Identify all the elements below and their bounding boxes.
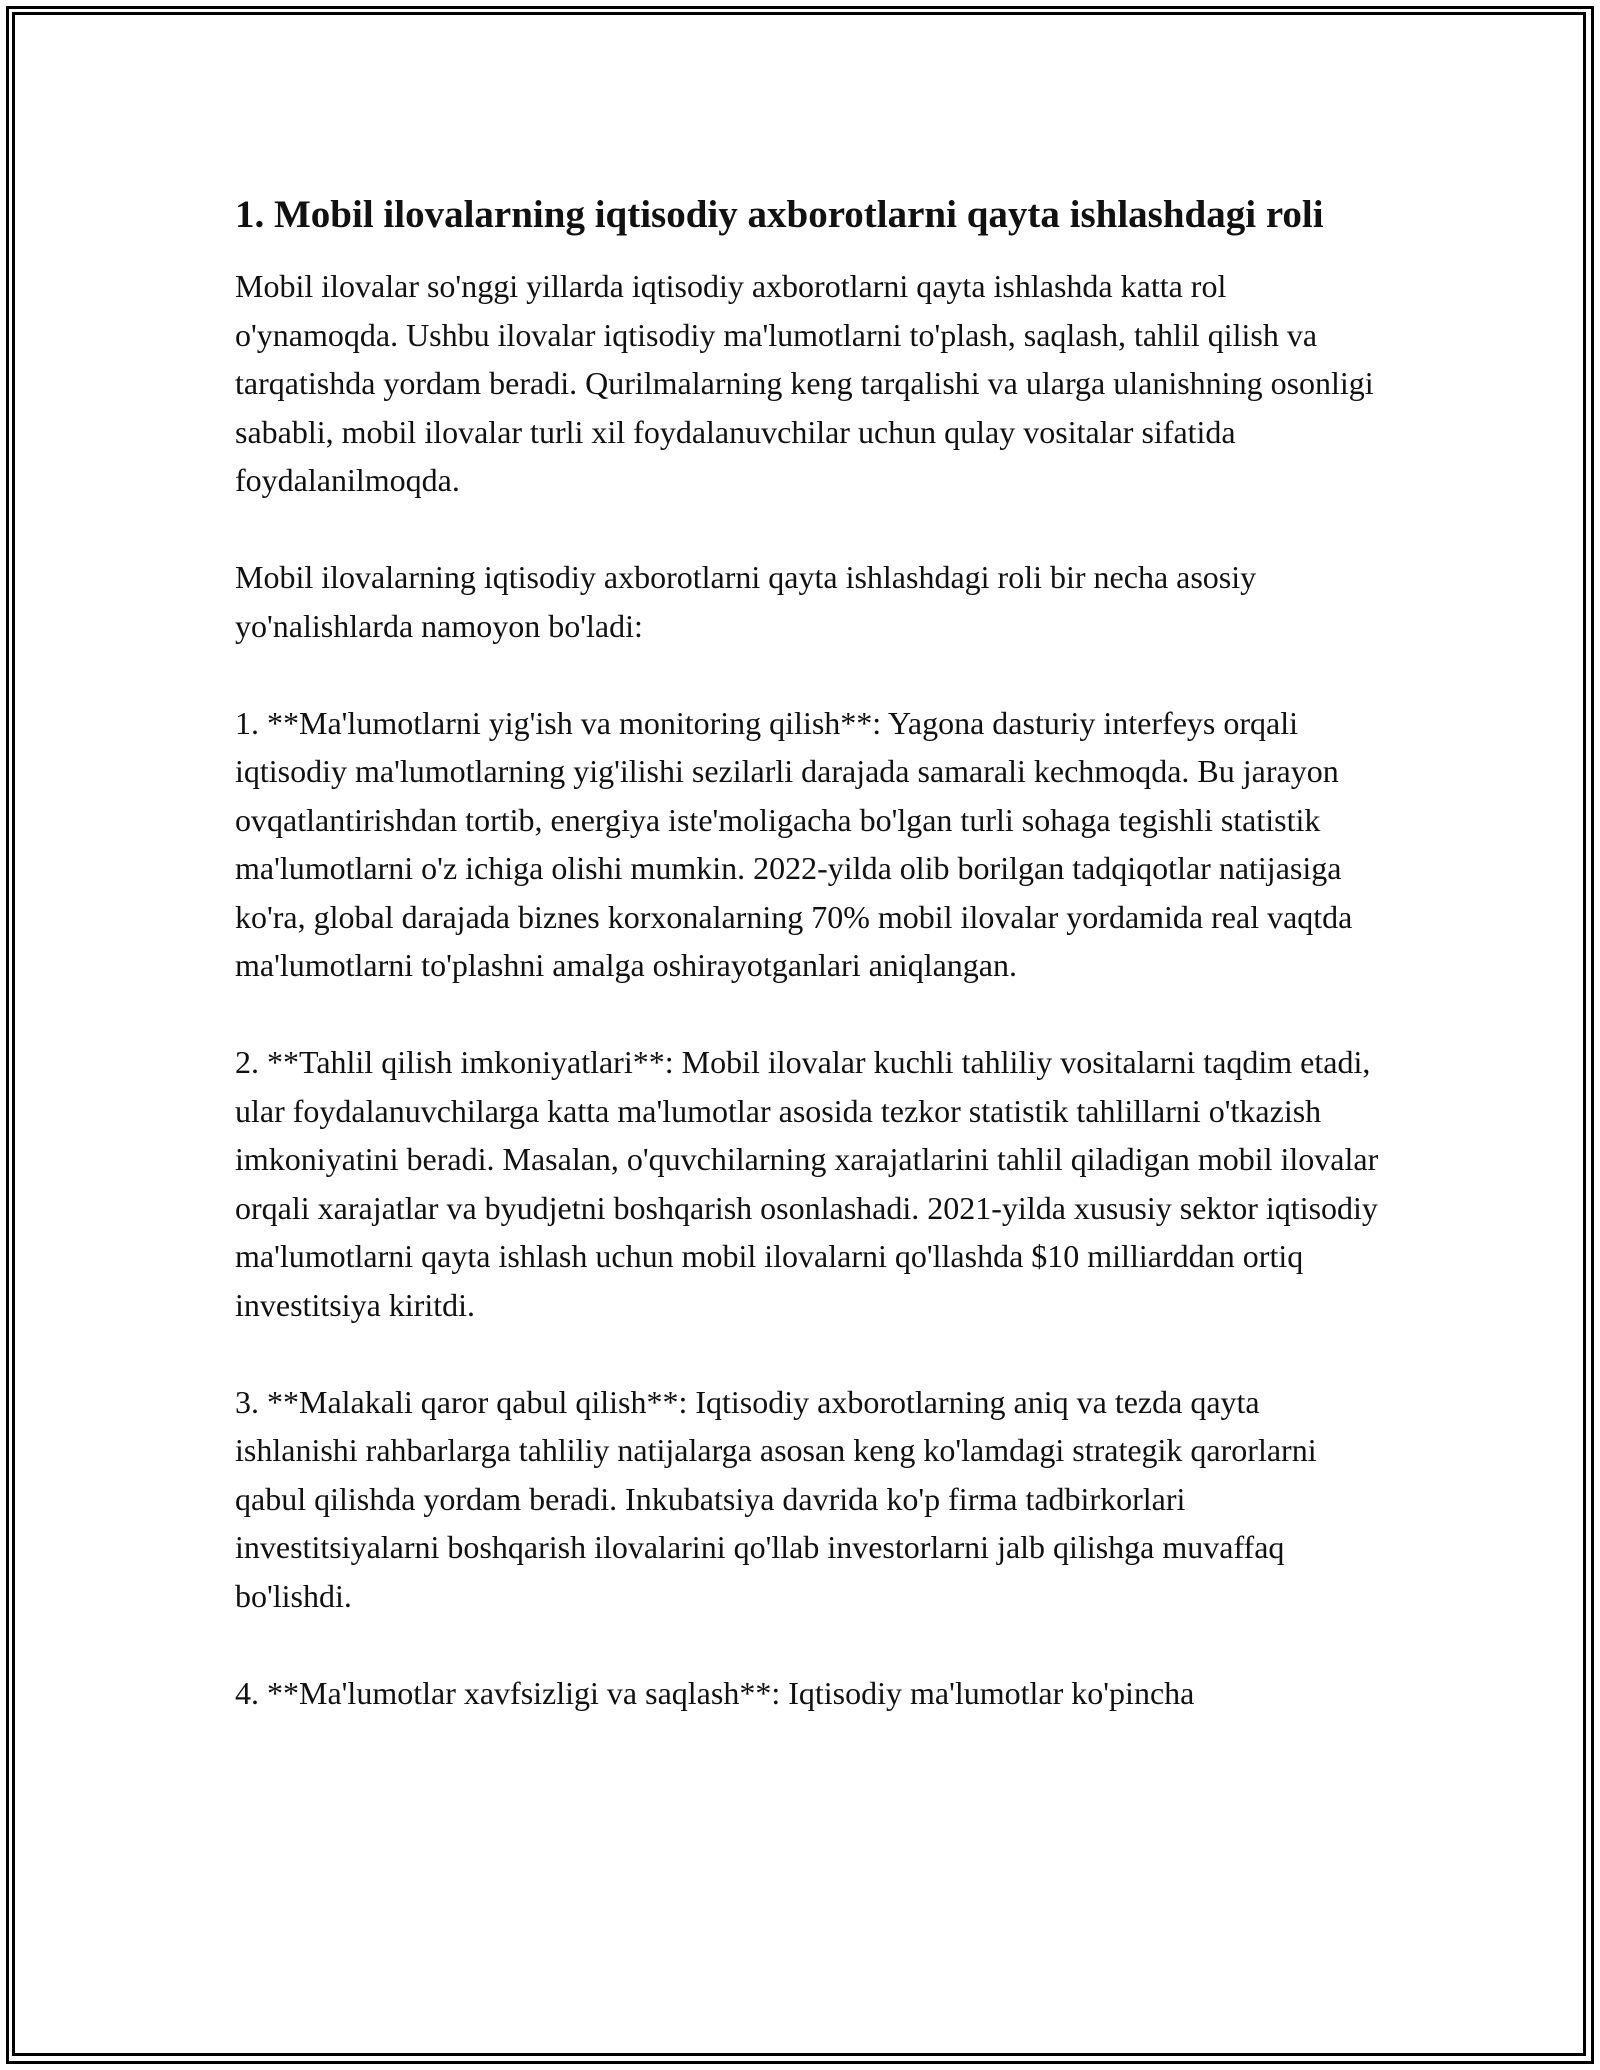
section-heading: 1. Mobil ilovalarning iqtisodiy axborotlarni qayta ishlashdagi roli <box>235 193 1324 236</box>
paragraph-lead-in: Mobil ilovalarning iqtisodiy axborotlarni qayta ishlashdagi roli bir necha asosiy yo'nalishlarda namoyon bo'ladi: <box>235 559 1257 644</box>
list-item-1: 1. **Ma'lumotlarni yig'ish va monitoring qilish**: Yagona dasturiy interfeys orqali iqtisodiy ma'lumotlarning yig'ilishi sezilarli darajada samarali kechmoqda. Bu jarayon ovqatlantirishdan tortib, energiya iste'moligacha bo'lgan turli sohaga tegishli statistik ma'lumotlarni o'z ichiga olishi mumkin. 2022-yilda olib borilgan tadqiqotlar natijasiga ko'ra, global darajada biznes korxonalarning 70% mobil ilovalar yordamida real vaqtda ma'lumotlarni to'plashni amalga oshirayotganlari aniqlangan. <box>235 704 1353 983</box>
paragraph-intro: Mobil ilovalar so'nggi yillarda iqtisodiy axborotlarni qayta ishlashda katta rol o'ynamoqda. Ushbu ilovalar iqtisodiy ma'lumotlarni to'plash, saqlash, tahlil qilish va tarqatishda yordam beradi. Qurilmalarning keng tarqalishi va ularga ulanishning osonligi sababli, mobil ilovalar turli xil foydalanuvchilar uchun qulay vositalar sifatida foydalanilmoqda. <box>235 268 1374 498</box>
list-item-2: 2. **Tahlil qilish imkoniyatlari**: Mobil ilovalar kuchli tahliliy vositalarni taqdim etadi, ular foydalanuvchilarga katta ma'lumotlar asosida tezkor statistik tahlillarni o'tkazish imkoniyatini beradi. Masalan, o'quvchilarning xarajatlarini tahlil qiladigan mobil ilovalar orqali xarajatlar va byudjetni boshqarish osonlashadi. 2021-yilda xususiy sektor iqtisodiy ma'lumotlarni qayta ishlash uchun mobil ilovalarni qo'llashda $10 milliarddan ortiq investitsiya kiritdi. <box>235 1044 1379 1323</box>
list-item-4: 4. **Ma'lumotlar xavfsizligi va saqlash**: Iqtisodiy ma'lumotlar ko'pincha <box>235 1674 1195 1711</box>
document-body <box>235 188 1385 1717</box>
list-item-3: 3. **Malakali qaror qabul qilish**: Iqtisodiy axborotlarning aniq va tezda qayta ishlanishi rahbarlarga tahliliy natijalarga asosan keng ko'lamdagi strategik qarorlarni qabul qilishda yordam beradi. Inkubatsiya davrida ko'p firma tadbirkorlari investitsiyalarni boshqarish ilovalarini qo'llab investorlarni jalb qilishga muvaffaq bo'lishdi. <box>235 1383 1317 1614</box>
